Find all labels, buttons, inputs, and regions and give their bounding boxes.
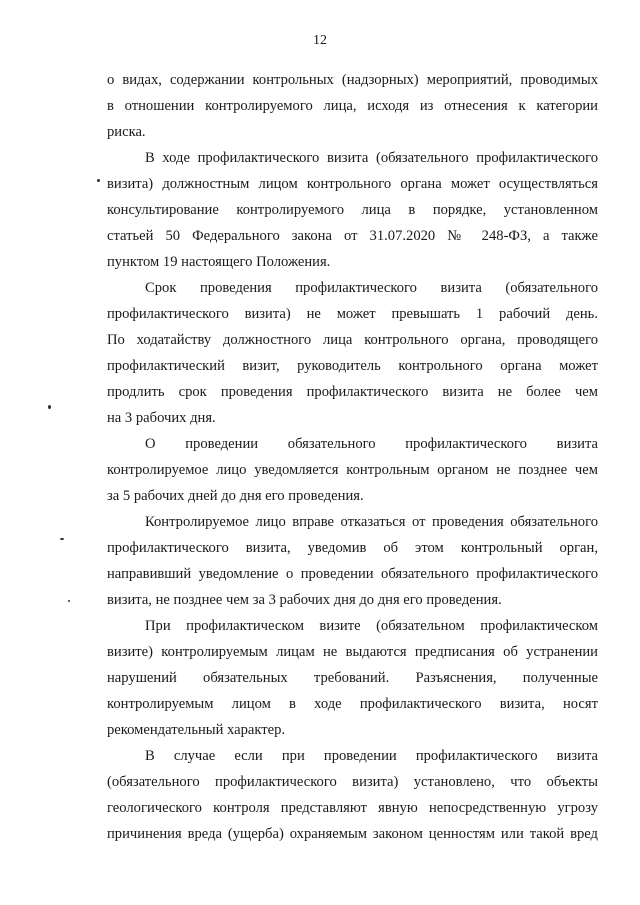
- text-line: нарушений обязательных требований. Разъяснения, полученные: [107, 670, 598, 686]
- text-line: О проведении обязательного профилактического визита: [145, 436, 598, 452]
- text-line: рекомендательный характер.: [107, 722, 286, 738]
- text-line: профилактического визита, уведомив об этом контрольный орган,: [107, 540, 598, 556]
- text-line: В ходе профилактического визита (обязательного профилактического: [145, 150, 598, 166]
- text-line: направивший уведомление о проведении обязательного профилактического: [107, 566, 598, 582]
- scan-artifact: [60, 538, 64, 540]
- text-line: консультирование контролируемого лица в порядке, установленном: [107, 202, 598, 218]
- paragraph: [107, 743, 598, 847]
- text-line: продлить срок проведения профилактического визита не более чем: [107, 384, 598, 400]
- scan-artifact: [68, 600, 70, 602]
- scan-artifact: [97, 179, 100, 182]
- paragraph: [107, 67, 598, 145]
- text-line: Контролируемое лицо вправе отказаться от проведения обязательного: [145, 514, 598, 530]
- text-line: пунктом 19 настоящего Положения.: [107, 254, 331, 270]
- text-line: о видах, содержании контрольных (надзорных) мероприятий, проводимых: [107, 72, 598, 88]
- paragraph: [107, 613, 598, 743]
- text-line: на 3 рабочих дня.: [107, 410, 216, 426]
- text-line: визита, не позднее чем за 3 рабочих дня до дня его проведения.: [107, 592, 502, 608]
- text-line: статьей 50 Федерального закона от 31.07.2020 № 248-ФЗ, а также: [107, 228, 598, 244]
- page-number: 12: [313, 33, 327, 48]
- paragraph: [107, 431, 598, 509]
- document-body: [107, 67, 598, 847]
- text-line: Срок проведения профилактического визита (обязательного: [145, 280, 598, 296]
- paragraph: [107, 275, 598, 431]
- text-line: контролируемое лицо уведомляется контрольным органом не позднее чем: [107, 462, 598, 478]
- text-line: контролируемым лицом в ходе профилактического визита, носят: [107, 696, 598, 712]
- text-line: профилактический визит, руководитель контрольного органа может: [107, 358, 598, 374]
- text-line: визите) контролируемым лицам не выдаются предписания об устранении: [107, 644, 598, 660]
- text-line: геологического контроля представляют явную непосредственную угрозу: [107, 800, 598, 816]
- text-line: При профилактическом визите (обязательном профилактическом: [145, 618, 598, 634]
- paragraph: [107, 509, 598, 613]
- text-line: В случае если при проведении профилактического визита: [145, 748, 598, 764]
- text-line: за 5 рабочих дней до дня его проведения.: [107, 488, 364, 504]
- paragraph: [107, 145, 598, 275]
- text-line: в отношении контролируемого лица, исходя из отнесения к категории: [107, 98, 598, 114]
- text-line: визита) должностным лицом контрольного органа может осуществляться: [107, 176, 598, 192]
- text-line: профилактического визита) не может превышать 1 рабочий день.: [107, 306, 598, 322]
- scan-artifact: [48, 405, 51, 409]
- text-line: риска.: [107, 124, 146, 140]
- text-line: По ходатайству должностного лица контрольного органа, проводящего: [107, 332, 598, 348]
- text-line: (обязательного профилактического визита) установлено, что объекты: [107, 774, 598, 790]
- text-line: причинения вреда (ущерба) охраняемым законом ценностям или такой вред: [107, 826, 598, 842]
